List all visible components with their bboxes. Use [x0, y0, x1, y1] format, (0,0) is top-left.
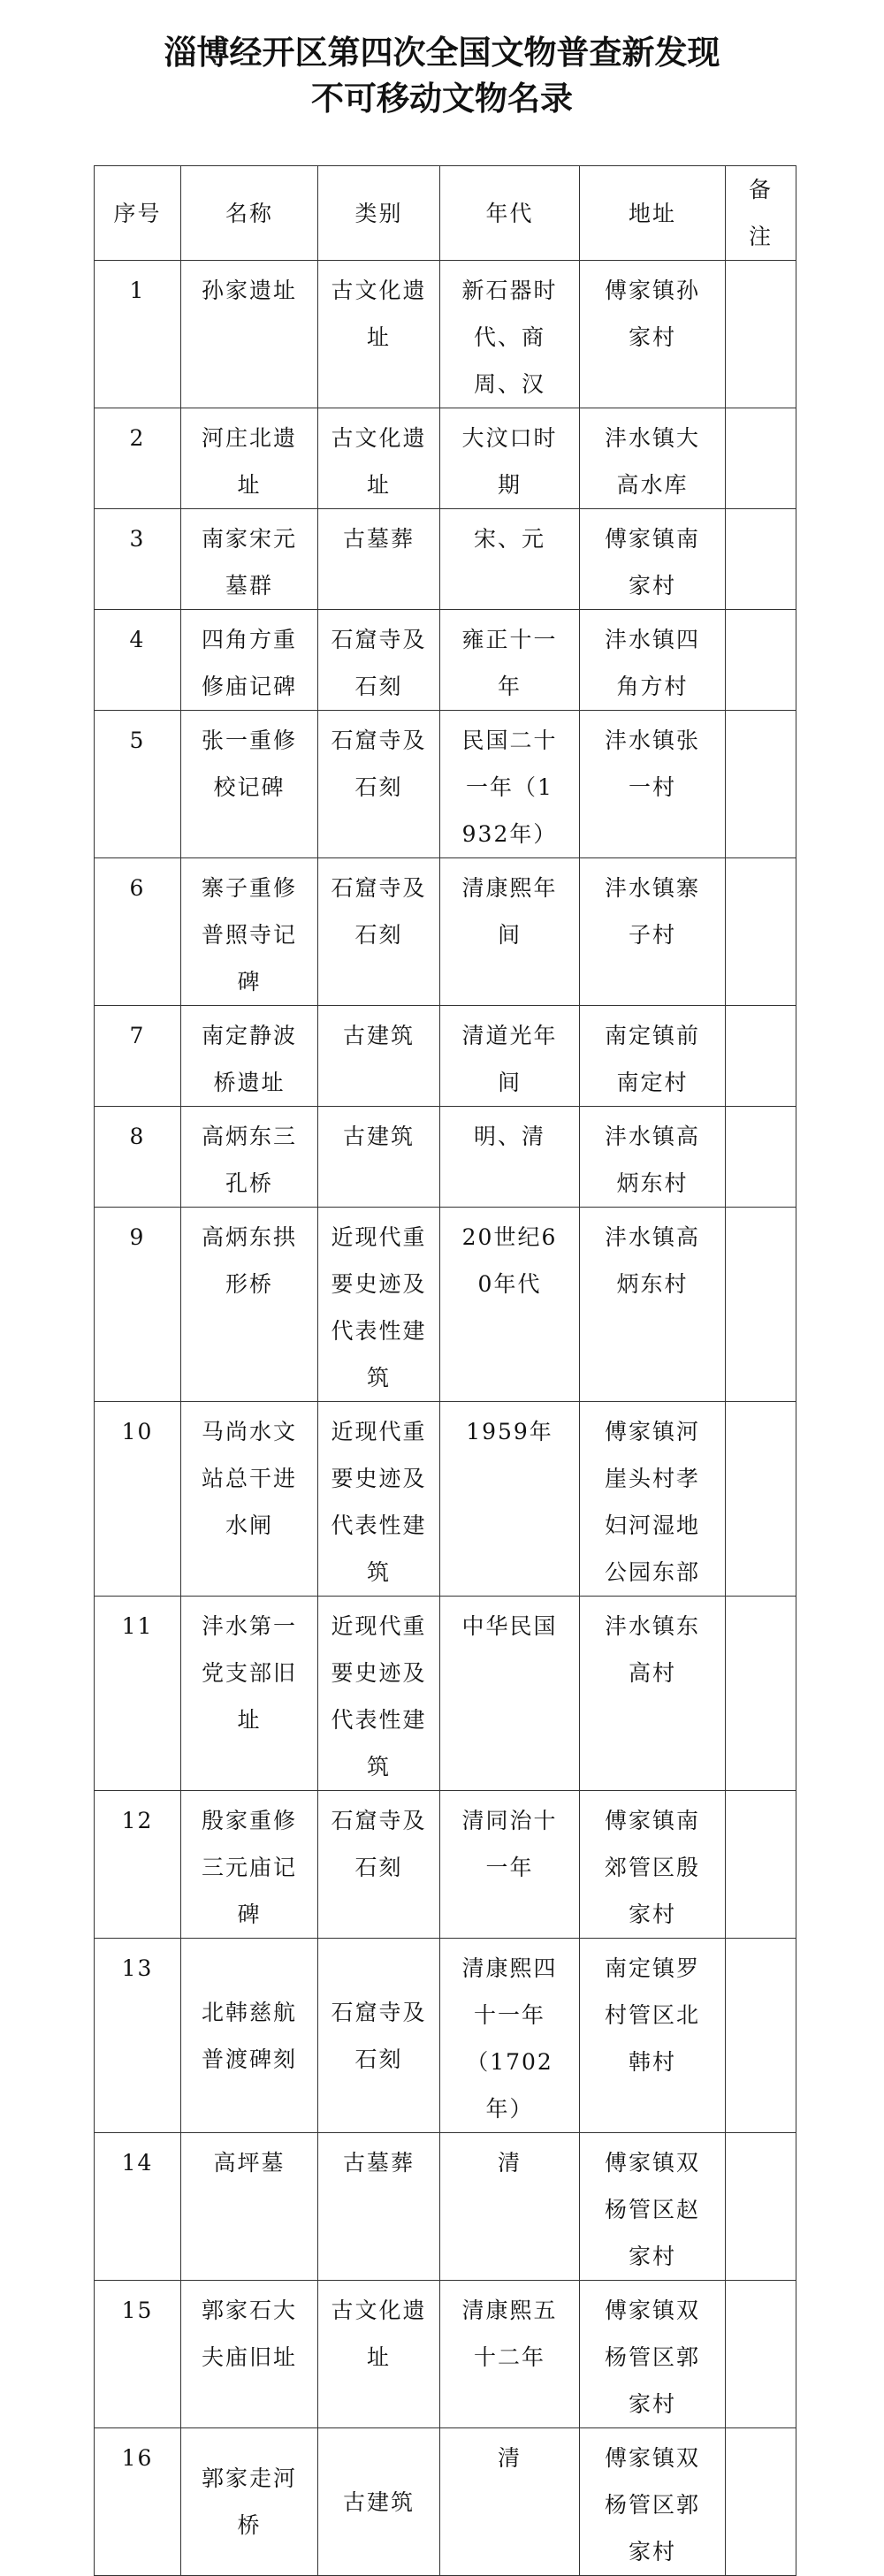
cell-address [580, 1597, 726, 1791]
cell-note [726, 1208, 796, 1402]
cell-category [318, 1597, 440, 1791]
cell-address [580, 2428, 726, 2576]
table-row [95, 1402, 796, 1597]
cell-era [440, 2428, 580, 2576]
cell-category [318, 2281, 440, 2428]
table-row [95, 1208, 796, 1402]
cell-name-text: 河庄北遗址 [201, 425, 297, 498]
cell-era [440, 1402, 580, 1597]
header-index: 序号 [95, 166, 181, 261]
cell-name [181, 1939, 318, 2133]
cell-name-text: 殷家重修三元庙记碑 [201, 1808, 297, 1927]
table-row [95, 2281, 796, 2428]
table-row [95, 509, 796, 610]
cell-name [181, 2428, 318, 2576]
cell-index: 16 [95, 2428, 181, 2576]
header-note [726, 166, 796, 261]
cell-category [318, 2133, 440, 2281]
cell-name [181, 261, 318, 408]
table-row [95, 1107, 796, 1208]
cell-address-text: 沣水镇高炳东村 [604, 1224, 700, 1297]
cell-index: 7 [95, 1006, 181, 1107]
header-era: 年代 [440, 166, 580, 261]
cell-address [580, 2281, 726, 2428]
cell-note [726, 1939, 796, 2133]
cell-address [580, 1107, 726, 1208]
cell-category-text: 石窟寺及石刻 [331, 728, 427, 800]
cell-category-text: 古文化遗址 [331, 2298, 427, 2370]
cell-index: 12 [95, 1791, 181, 1939]
cell-era-text: 大汶口时期 [461, 425, 558, 498]
cell-address [580, 1006, 726, 1107]
cell-address-text: 沣水镇寨子村 [604, 875, 700, 948]
cell-address-text: 傅家镇双杨管区赵家村 [604, 2150, 700, 2269]
cell-note [726, 1402, 796, 1597]
cell-name-text: 南定静波桥遗址 [201, 1023, 297, 1095]
cell-index: 13 [95, 1939, 181, 2133]
header-category: 类别 [318, 166, 440, 261]
cell-name [181, 858, 318, 1006]
cell-address [580, 610, 726, 711]
cell-category-text: 石窟寺及石刻 [331, 875, 427, 948]
cell-era [440, 2281, 580, 2428]
cell-name [181, 1107, 318, 1208]
cell-name-text: 高坪墓 [213, 2150, 286, 2176]
cell-name [181, 509, 318, 610]
cell-era-text: 中华民国 [461, 1613, 558, 1639]
cell-address [580, 858, 726, 1006]
cell-category [318, 1006, 440, 1107]
cell-name-text: 沣水第一党支部旧址 [201, 1613, 297, 1733]
header-address: 地址 [580, 166, 726, 261]
cell-name [181, 2281, 318, 2428]
table-row [95, 610, 796, 711]
cell-note [726, 1597, 796, 1791]
cell-era [440, 1208, 580, 1402]
cell-era-text: 1959年 [466, 1419, 553, 1444]
cell-index: 15 [95, 2281, 181, 2428]
cell-name-text: 高炳东拱形桥 [201, 1224, 297, 1297]
table-row [95, 2133, 796, 2281]
cell-era [440, 610, 580, 711]
cell-note [726, 2281, 796, 2428]
cell-category-text: 古墓葬 [342, 526, 415, 552]
cell-index: 14 [95, 2133, 181, 2281]
cell-index: 4 [95, 610, 181, 711]
cell-era-text: 新石器时代、商周、汉 [461, 278, 558, 397]
cell-note [726, 509, 796, 610]
cell-name-text: 孙家遗址 [201, 278, 297, 303]
table-row [95, 261, 796, 408]
cell-category [318, 1208, 440, 1402]
cell-address-text: 沣水镇四角方村 [604, 627, 700, 699]
cell-note [726, 408, 796, 509]
cell-name [181, 2133, 318, 2281]
cell-address [580, 408, 726, 509]
cell-era [440, 1597, 580, 1791]
cell-note [726, 2133, 796, 2281]
cell-note [726, 2428, 796, 2576]
document-title-line-2: 不可移动文物名录 [311, 80, 573, 118]
cell-era-text: 清康熙五十二年 [461, 2298, 558, 2370]
table-row [95, 1597, 796, 1791]
cell-name-text: 南家宋元墓群 [201, 526, 297, 598]
cell-category-text: 近现代重要史迹及代表性建筑 [331, 1419, 427, 1585]
cell-address [580, 711, 726, 858]
table-row [95, 408, 796, 509]
cell-index: 1 [95, 261, 181, 408]
cell-note [726, 1107, 796, 1208]
cell-address-text: 沣水镇大高水库 [604, 425, 700, 498]
cell-era [440, 1107, 580, 1208]
cell-category [318, 1107, 440, 1208]
cell-era-text: 清同治十一年 [461, 1808, 558, 1880]
cell-era-text: 清康熙四十一年（1702年） [461, 1955, 558, 2122]
cell-era-text: 雍正十一年 [461, 627, 558, 699]
cell-era [440, 1791, 580, 1939]
document-title-line-1: 淄博经开区第四次全国文物普查新发现 [164, 34, 720, 72]
cell-note [726, 858, 796, 1006]
cell-address-text: 傅家镇南郊管区殷家村 [604, 1808, 700, 1927]
cell-address [580, 509, 726, 610]
cell-category-text: 石窟寺及石刻 [331, 627, 427, 699]
cell-address-text: 傅家镇河崖头村孝妇河湿地公园东部 [604, 1419, 700, 1585]
cell-note [726, 711, 796, 858]
cell-address-text: 沣水镇高炳东村 [604, 1124, 700, 1196]
cell-category-text: 古建筑 [342, 1124, 415, 1149]
cell-name-text: 北韩慈航普渡碑刻 [201, 1999, 297, 2072]
cell-category [318, 408, 440, 509]
cell-era [440, 711, 580, 858]
cell-era [440, 509, 580, 610]
table-row [95, 2428, 796, 2576]
cell-category-text: 古建筑 [342, 2488, 415, 2515]
cell-category-text: 古文化遗址 [331, 425, 427, 498]
table-row [95, 1006, 796, 1107]
cell-address-text: 傅家镇南家村 [604, 526, 700, 598]
cell-note [726, 1791, 796, 1939]
cell-address-text: 沣水镇东高村 [604, 1613, 700, 1686]
cell-category-text: 石窟寺及石刻 [331, 1808, 427, 1880]
cell-address [580, 1791, 726, 1939]
cell-index: 8 [95, 1107, 181, 1208]
cell-name-text: 张一重修校记碑 [201, 728, 297, 800]
cell-category [318, 261, 440, 408]
cell-era [440, 1006, 580, 1107]
cell-name [181, 1791, 318, 1939]
table-row [95, 711, 796, 858]
cell-index: 11 [95, 1597, 181, 1791]
cell-era-text: 清 [497, 2150, 522, 2176]
cell-address [580, 1208, 726, 1402]
cell-name [181, 610, 318, 711]
cell-era-text: 20世纪60年代 [461, 1224, 558, 1297]
cell-address [580, 1939, 726, 2133]
cell-category [318, 1791, 440, 1939]
cell-category-text: 古墓葬 [342, 2150, 415, 2176]
cell-era [440, 858, 580, 1006]
cell-era-text: 民国二十一年（1932年） [461, 728, 558, 847]
cell-index: 10 [95, 1402, 181, 1597]
cell-address-text: 南定镇罗村管区北韩村 [604, 1955, 700, 2075]
cell-category [318, 610, 440, 711]
cell-name [181, 1402, 318, 1597]
cell-index: 6 [95, 858, 181, 1006]
cell-era [440, 2133, 580, 2281]
cell-category [318, 711, 440, 858]
relics-table [94, 165, 796, 2576]
cell-name [181, 711, 318, 858]
cell-name [181, 1597, 318, 1791]
header-name: 名称 [181, 166, 318, 261]
cell-era [440, 1939, 580, 2133]
cell-index: 2 [95, 408, 181, 509]
cell-name [181, 408, 318, 509]
cell-category [318, 858, 440, 1006]
cell-era-text: 清康熙年间 [461, 875, 558, 948]
cell-name-text: 郭家石大夫庙旧址 [201, 2298, 297, 2370]
cell-address-text: 傅家镇双杨管区郭家村 [604, 2445, 700, 2565]
cell-index: 5 [95, 711, 181, 858]
cell-era-text: 清道光年间 [461, 1023, 558, 1095]
cell-name-text: 高炳东三孔桥 [201, 1124, 297, 1196]
header-note-text: 备注 [748, 177, 773, 249]
cell-era-text: 明、清 [473, 1124, 545, 1149]
cell-index: 3 [95, 509, 181, 610]
cell-note [726, 261, 796, 408]
cell-category-text: 古文化遗址 [331, 278, 427, 350]
cell-note [726, 1006, 796, 1107]
cell-address [580, 2133, 726, 2281]
cell-note [726, 610, 796, 711]
cell-address-text: 傅家镇孙家村 [604, 278, 700, 350]
cell-name-text: 四角方重修庙记碑 [201, 627, 297, 699]
cell-era [440, 261, 580, 408]
cell-address-text: 沣水镇张一村 [604, 728, 700, 800]
cell-category-text: 近现代重要史迹及代表性建筑 [331, 1613, 427, 1780]
cell-address [580, 1402, 726, 1597]
cell-name-text: 寨子重修普照寺记碑 [201, 875, 297, 995]
cell-name-text: 郭家走河桥 [201, 2465, 297, 2538]
table-row [95, 858, 796, 1006]
cell-name [181, 1208, 318, 1402]
cell-era-text: 宋、元 [473, 526, 545, 552]
cell-category-text: 古建筑 [342, 1023, 415, 1048]
cell-category [318, 1939, 440, 2133]
cell-category [318, 1402, 440, 1597]
cell-category [318, 509, 440, 610]
cell-index: 9 [95, 1208, 181, 1402]
cell-name-text: 马尚水文站总干进水闸 [201, 1419, 297, 1538]
cell-name [181, 1006, 318, 1107]
table-row [95, 1791, 796, 1939]
cell-era-text: 清 [497, 2445, 522, 2471]
cell-category [318, 2428, 440, 2576]
cell-address [580, 261, 726, 408]
cell-address-text: 傅家镇双杨管区郭家村 [604, 2298, 700, 2417]
cell-era [440, 408, 580, 509]
cell-category-text: 近现代重要史迹及代表性建筑 [331, 1224, 427, 1391]
table-row [95, 1939, 796, 2133]
table-header-row [95, 166, 796, 261]
cell-category-text: 石窟寺及石刻 [331, 1999, 427, 2072]
cell-address-text: 南定镇前南定村 [604, 1023, 700, 1095]
